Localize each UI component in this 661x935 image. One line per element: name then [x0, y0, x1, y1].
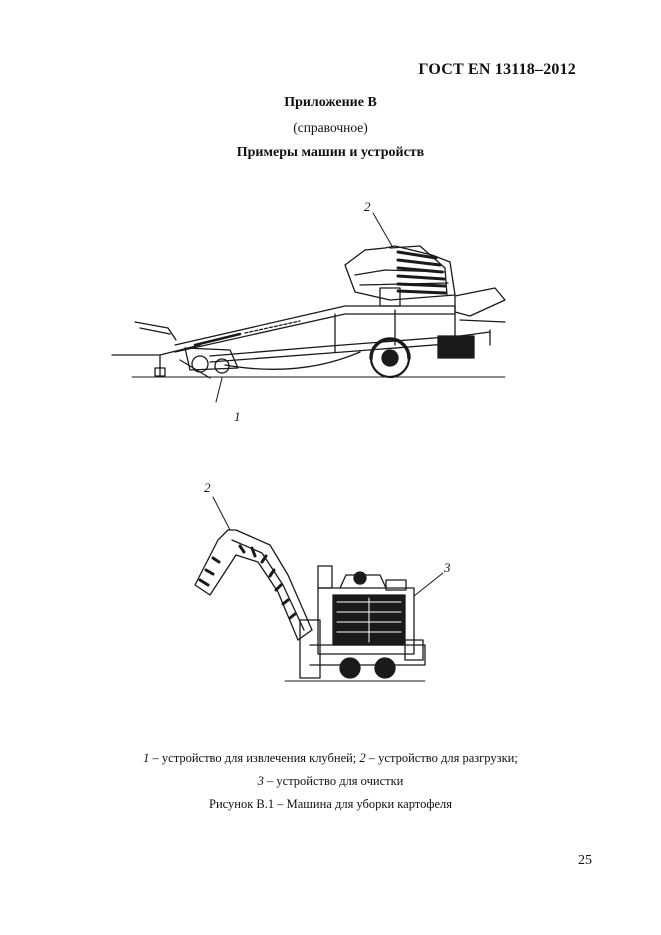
legend-num-3: 3	[257, 774, 264, 788]
appendix-title: Приложение В	[284, 95, 377, 110]
page-number: 25	[578, 853, 592, 868]
legend-text-3: – устройство для очистки	[263, 774, 404, 788]
legend-num-2: 2	[359, 751, 366, 765]
figure-legend-line-1	[0, 751, 661, 766]
appendix-status: (справочное)	[293, 120, 368, 135]
legend-text-2: – устройство для разгрузки;	[365, 751, 518, 765]
legend-num-1: 1	[143, 751, 150, 765]
callout-extraction-top: 1	[234, 409, 241, 424]
figure-caption: Рисунок В.1 – Машина для уборки картофеля	[209, 797, 452, 811]
standard-header: ГОСТ EN 13118–2012	[418, 61, 576, 78]
figure-legend-line-2	[0, 774, 661, 789]
callout-unloading-bottom: 2	[204, 480, 211, 495]
callout-cleaning-bottom: 3	[444, 560, 451, 575]
callout-unloading-top: 2	[364, 199, 371, 214]
legend-text-1: – устройство для извлечения клубней;	[149, 751, 360, 765]
appendix-heading: Примеры машин и устройств	[236, 145, 425, 160]
